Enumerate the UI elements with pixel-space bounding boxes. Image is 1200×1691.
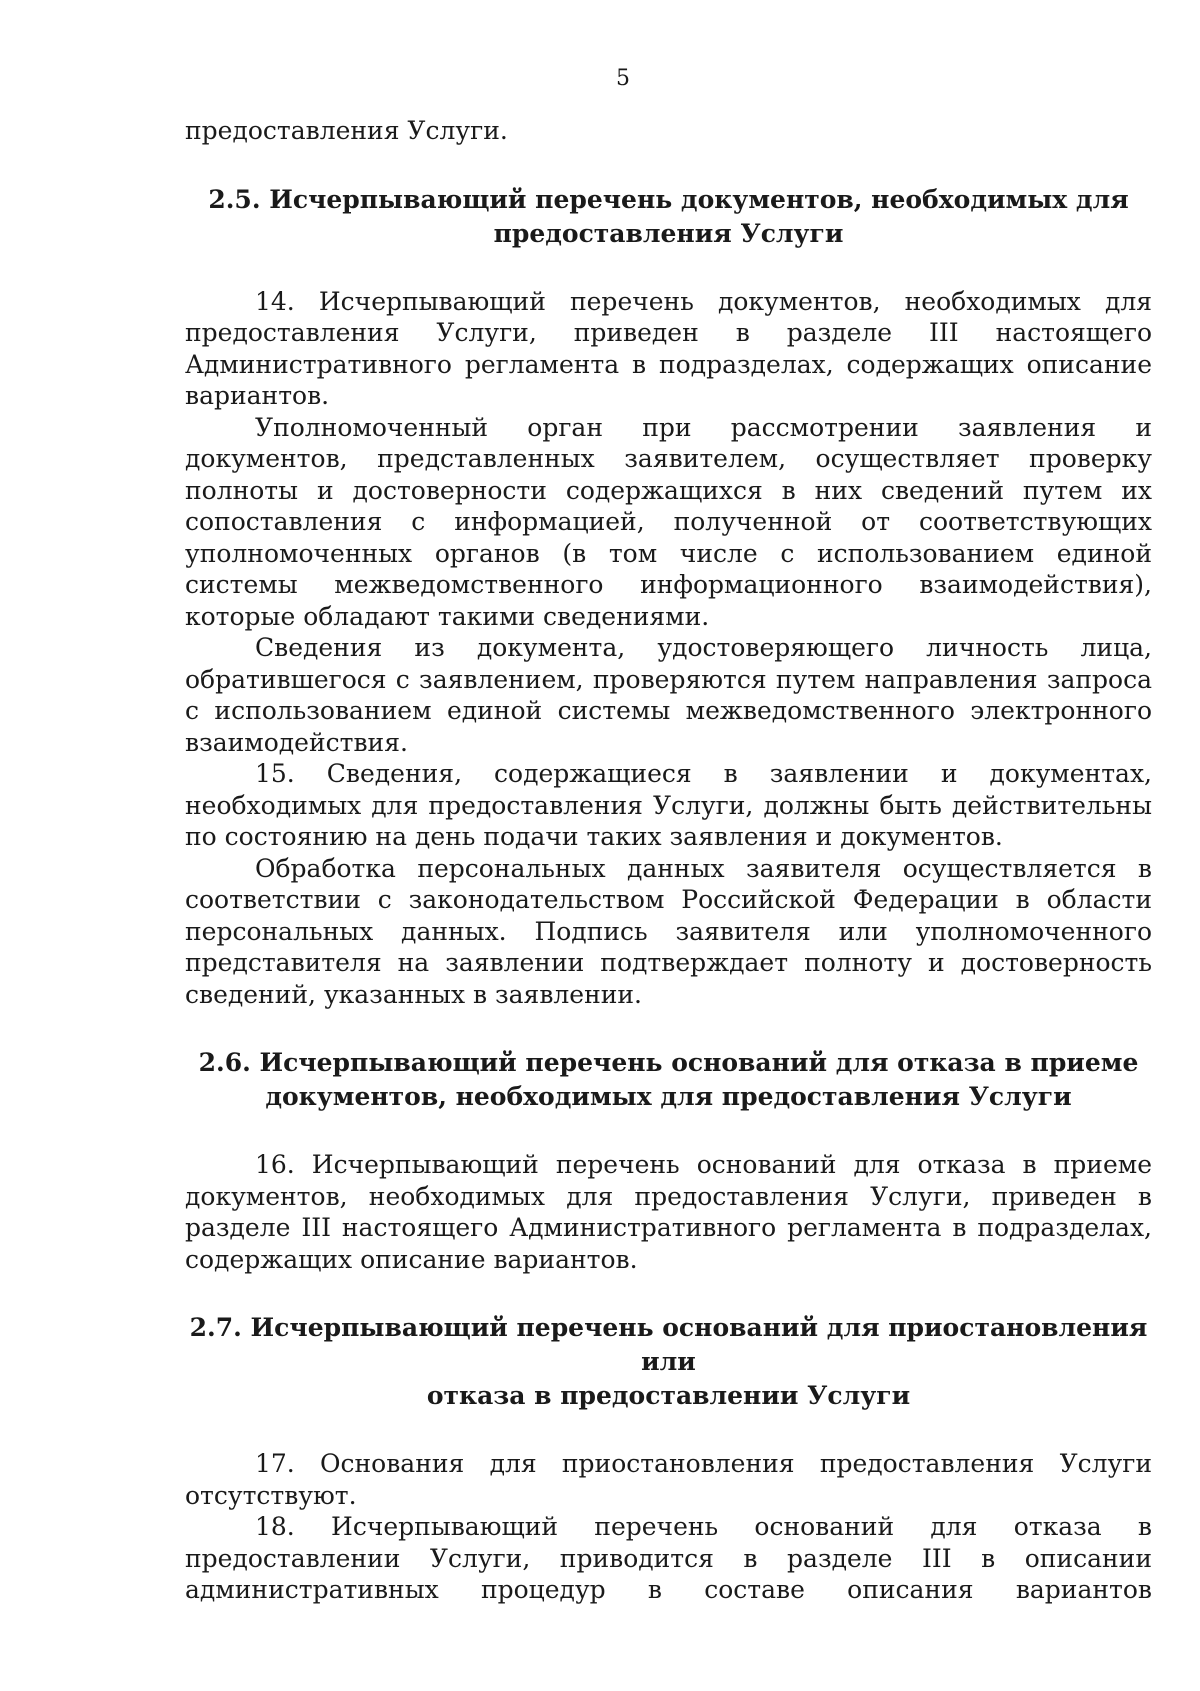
section-2-6-title-line1: 2.6. Исчерпывающий перечень оснований для отказа в приеме: [198, 1048, 1139, 1077]
section-2-5-title-line1: 2.5. Исчерпывающий перечень документов, необходимых для: [208, 184, 1129, 214]
section-2-6-heading: [185, 1046, 1152, 1114]
section-2-5-title-line2: предоставления Услуги: [493, 218, 844, 248]
paragraph-17: 17. Основания для приостановления предоставления Услуги отсутствуют.: [185, 1449, 1152, 1510]
section-2-7-heading: [185, 1311, 1152, 1413]
paragraph-15: 15. Сведения, содержащиеся в заявлении и документах, необходимых для предоставления Услуги, должны быть действительны по состоянию на день подачи таких заявления и документов.: [185, 759, 1152, 851]
continuation-text: предоставления Услуги.: [185, 116, 508, 145]
paragraph-14-b: Уполномоченный орган при рассмотрении заявления и документов, представленных заявителем, осуществляет проверку полноты и достоверности содержащихся в них сведений путем их сопоставления с информацией, полученной от соответствующих уполномоченных органов (в том числе с использованием единой системы межведомственного информационного взаимодействия), которые обладают такими сведениями.: [185, 412, 1152, 631]
paragraph-18: 18. Исчерпывающий перечень оснований для отказа в предоставлении Услуги, приводится в разделе III в описании административных процедур в составе описания вариантов: [185, 1512, 1152, 1604]
page-number: 5: [616, 66, 630, 91]
document-body: [185, 115, 1152, 1606]
paragraph-14: 14. Исчерпывающий перечень документов, необходимых для предоставления Услуги, приведен в разделе III настоящего Административного регламента в подразделах, содержащих описание вариантов.: [185, 286, 1152, 410]
section-2-5-heading: [185, 183, 1152, 251]
paragraph-14-c: Сведения из документа, удостоверяющего личность лица, обратившегося с заявлением, проверяются путем направления запроса с использованием единой системы межведомственного электронного взаимодействия.: [185, 633, 1152, 757]
section-2-7-title-line2: отказа в предоставлении Услуги: [426, 1381, 911, 1410]
section-2-7-title-line1: 2.7. Исчерпывающий перечень оснований для приостановления или: [189, 1313, 1148, 1376]
paragraph-16: 16. Исчерпывающий перечень оснований для отказа в приеме документов, необходимых для предоставления Услуги, приведен в разделе III настоящего Административного регламента в подразделах, содержащих описание вариантов.: [185, 1150, 1152, 1274]
paragraph-15-b: Обработка персональных данных заявителя осуществляется в соответствии с законодательством Российской Федерации в области персональных данных. Подпись заявителя или уполномоченного представителя на заявлении подтверждает полноту и достоверность сведений, указанных в заявлении.: [185, 853, 1152, 1009]
section-2-6-title-line2: документов, необходимых для предоставления Услуги: [265, 1082, 1072, 1111]
